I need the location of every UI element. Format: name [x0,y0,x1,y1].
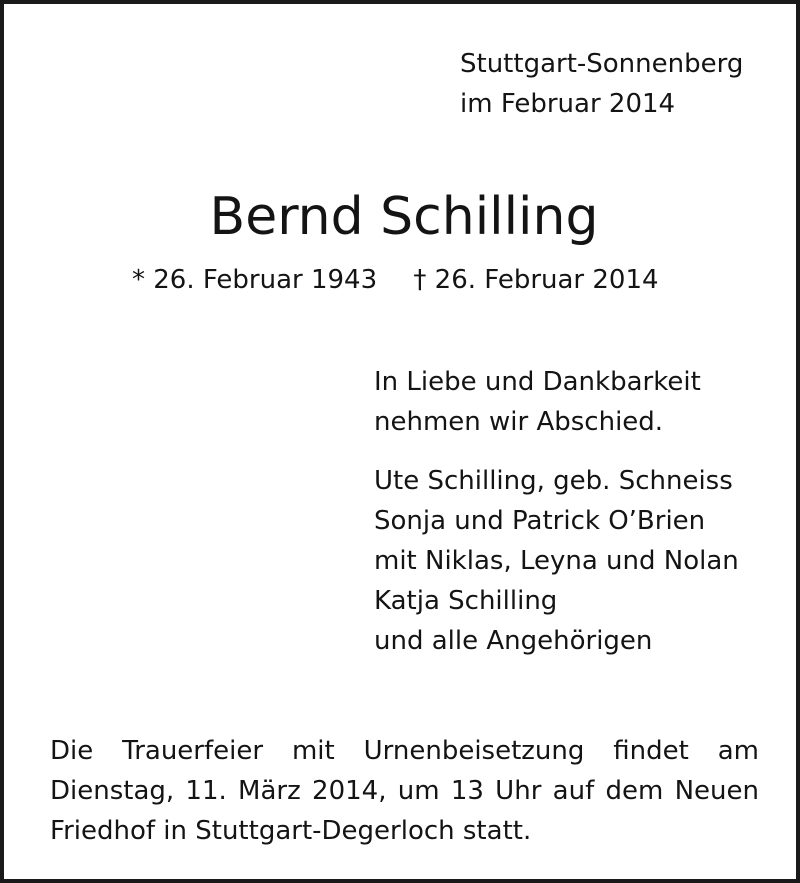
family-member: Sonja und Patrick O’Brien [374,506,706,536]
ceremony-line: Die Trauerfeier mit Urnenbeisetzung findet am [50,736,759,766]
family-list [374,461,794,661]
place-text: Stuttgart-Sonnenberg [460,49,744,79]
farewell-text [374,362,794,442]
family-member: Katja Schilling [374,586,558,616]
death-date: † 26. Februar 2014 [413,265,659,295]
family-member: mit Niklas, Leyna und Nolan [374,546,739,576]
ceremony-line: Friedhof in Stuttgart-Degerloch statt. [50,816,532,846]
ceremony-line: Dienstag, 11. März 2014, um 13 Uhr auf dem Neuen [50,776,759,806]
family-member: Ute Schilling, geb. Schneiss [374,466,733,496]
deceased-name: Bernd Schilling [209,187,599,247]
life-dates [132,260,692,300]
family-member: und alle Angehörigen [374,626,653,656]
birth-date: * 26. Februar 1943 [132,265,378,295]
farewell-line: nehmen wir Abschied. [374,407,664,437]
ceremony-info [50,731,759,851]
date-text: im Februar 2014 [460,89,676,119]
place-date-block [460,44,780,124]
farewell-line: In Liebe und Dankbarkeit [374,367,701,397]
